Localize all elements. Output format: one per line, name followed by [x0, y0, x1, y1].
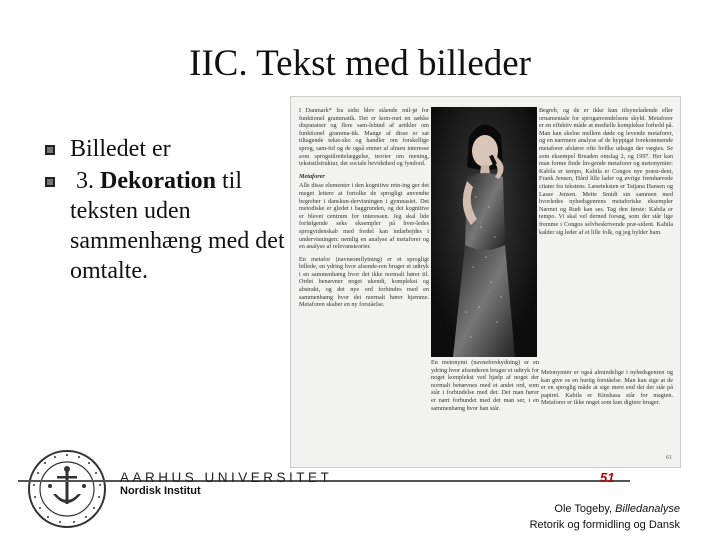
text-column-left [299, 107, 429, 457]
university-seal-icon [26, 448, 108, 530]
course-name: Retorik og formidling og Dansk [529, 519, 680, 531]
work-title: Billedanalyse [615, 503, 680, 515]
author-credit [554, 503, 680, 515]
slide-number: 51 [600, 470, 615, 485]
bullet-prefix: 3. [70, 168, 100, 194]
bullet-suffix: til teksten uden sammenhæng med det omtalte. [70, 168, 285, 284]
bullet-item [40, 134, 285, 164]
paragraph: Alle disse elementer i den kognitive retn-ing ger det meget lettere at fortolke de sprogligt anvendte begreber i danskun-dervisningen i gymnasiet. Det metodiske er gledet i baggrunden, og det kognitive er blevet centrum for interessen. Jeg skal lide forfølgende seks eksempler på hver-ledes sprogvidenskab med fordel kan indarbejdes i undervisningen: nemlig en analyse af metaforer og en analyse af relevansteorier. [299, 182, 429, 251]
bullet-text: Billedet er [70, 136, 171, 162]
square-bullet-icon [44, 176, 56, 188]
scan-page-number: 61 [666, 455, 672, 461]
author-name: Ole Togeby, [554, 503, 616, 515]
text-column-right: Begreb, og de er ikke kun tilsyneladende eller ornamentale for sproganvendelsens skyld. Metaforer er en effektiv måde at medielle komplekse forhold på. Man kan skelne mellem døde og levende metaforer, og en nærmere analyse af de hyppigst forekommende metaforer afslører ofte hvilke udsagn der vægtes. Se som eksempel Breaden omslag 2, og 1997. Her kan man forme finde lin-gende metaforer og metonymier: Kabila er tempo, Kabila er Congos nye præsi-dent, Frank Jensen, Hård lille lader og øvrige fremhævede citater fra tekstens. Læseteksten er Tatjana Hansen og Lasse Jensen. Mette Smidt sin sammen med hvorledes nyhedsgenrens metaforiske eksempler Nærnet og Rudi kan ses. Tag den første: Kabila er tempo. Vi skal vel derned forsøg, som der står lige fremme i Congos selvbeskrivende præ-sident. Kabila kalder sig leder af et lille folk, og jeg hylder ham. [539, 107, 673, 236]
paragraph: I Danmark* fra sidst blev stående mil-jø for funktionel grammatik. Det er kom-met en sække disputatser og flere sam-lebind af artikler om funktionel gramma-tik. Mange af disse er sat tiltagende tekst-sko og handler om forskellige sprog, sam-tid og de også emner af almen interesse som sprogstilrettelæggelse, teorier om mening, tekststilstruktur, det sociale bevidsthed og fyndord. [299, 107, 429, 168]
text-column-bottom-right: Metonymier er også almindelige i nyhedsgenren og kan give os en hurtig forståelse. Man kan sige at de er en sproglig måde at sige mere end det der står på papiret. Kabila er Kinshasa står for magten. Metaforer er ikke noget som kun digtere bruger. [541, 369, 673, 407]
singer-photo [431, 107, 537, 357]
square-bullet-icon [44, 144, 56, 156]
bullet-text [70, 166, 285, 286]
text-column-bottom-middle: En metonymi (navneforskydning) er en ydring hvor afsenderen bruger et udtryk for noget komplekst ved hjælp af noget der normalt benævnes med et andet ord, som står i forbindelse med det. Det man hører er nært forbundet med det man ser, i en sammenhæng hvor han står. [431, 359, 539, 412]
university-name: AARHUS UNIVERSITET [120, 470, 333, 485]
bullet-emphasis: Dekoration [100, 168, 216, 194]
subheading: Metaforer [299, 172, 325, 180]
bullet-list [40, 134, 285, 288]
bullet-item [40, 166, 285, 286]
slide-title: IIC. Tekst med billeder [189, 43, 531, 84]
scanned-page-image [290, 96, 681, 468]
institute-name: Nordisk Institut [120, 485, 201, 497]
paragraph: En metafor (navneomflytning) er et sprogligt billede, en ydring hvor afsende-ren bruger et udtryk i en sammenhæng hvor det ikke normalt hører til. Ordet benævner noget ukendt, komplekst og abstrakt, og det nye ord forbindes med en sammenhæng hvor det normalt hører hjemme. Metaforen skaber en ny forståelse. [299, 255, 429, 309]
